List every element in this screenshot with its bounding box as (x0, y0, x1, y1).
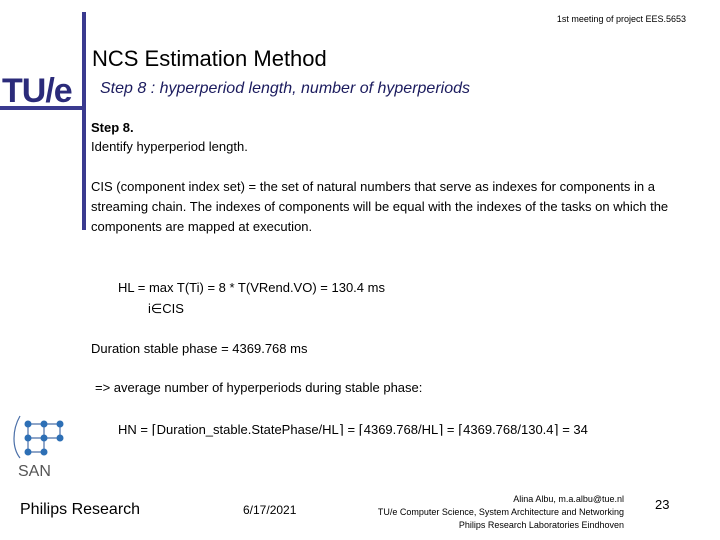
logo-e: e (53, 72, 72, 110)
cis-definition: CIS (component index set) = the set of natural numbers that serve as indexes for components in a streaming chain. The indexes of components will be equal with the indexes of the tasks on which the components are mapped at execution. (91, 179, 669, 234)
hl-formula: HL = max T(Ti) = 8 * T(VRend.VO) = 130.4 ms (118, 280, 385, 295)
duration-stable-phase: Duration stable phase = 4369.768 ms (91, 341, 308, 356)
footer-date: 6/17/2021 (243, 503, 297, 517)
san-network-icon (10, 410, 74, 480)
footer-author-block (330, 493, 624, 532)
san-logo (10, 410, 74, 480)
average-hyperperiods-label: => average number of hyperperiods during stable phase: (95, 380, 423, 395)
logo-slash: / (45, 72, 54, 110)
page-number: 23 (655, 497, 670, 512)
slide-title: NCS Estimation Method (92, 46, 327, 71)
step-description: Identify hyperperiod length. (91, 139, 248, 154)
san-text: SAN (18, 463, 51, 480)
accent-vertical-bar (82, 12, 86, 112)
footer-author: Alina Albu, m.a.albu@tue.nl (513, 494, 624, 504)
hl-formula-subscript: i∈CIS (148, 301, 184, 316)
footer-lab: Philips Research Laboratories Eindhoven (458, 520, 624, 530)
accent-vertical-bar-lower (82, 112, 86, 230)
slide-subtitle: Step 8 : hyperperiod length, number of hyperperiods (100, 80, 471, 97)
meeting-label: 1st meeting of project EES.5653 (556, 14, 686, 24)
footer-dept: TU/e Computer Science, System Architecture and Networking (377, 507, 624, 517)
tue-logo (2, 72, 72, 111)
step-heading: Step 8. (91, 120, 134, 135)
hn-formula: HN = ⌈Duration_stable.StatePhase/HL⌉ = ⌈4369.768/HL⌉ = ⌈4369.768/130.4⌉ = 34 (118, 422, 588, 437)
logo-tu: TU (2, 72, 46, 110)
footer-company: Philips Research (20, 501, 141, 518)
